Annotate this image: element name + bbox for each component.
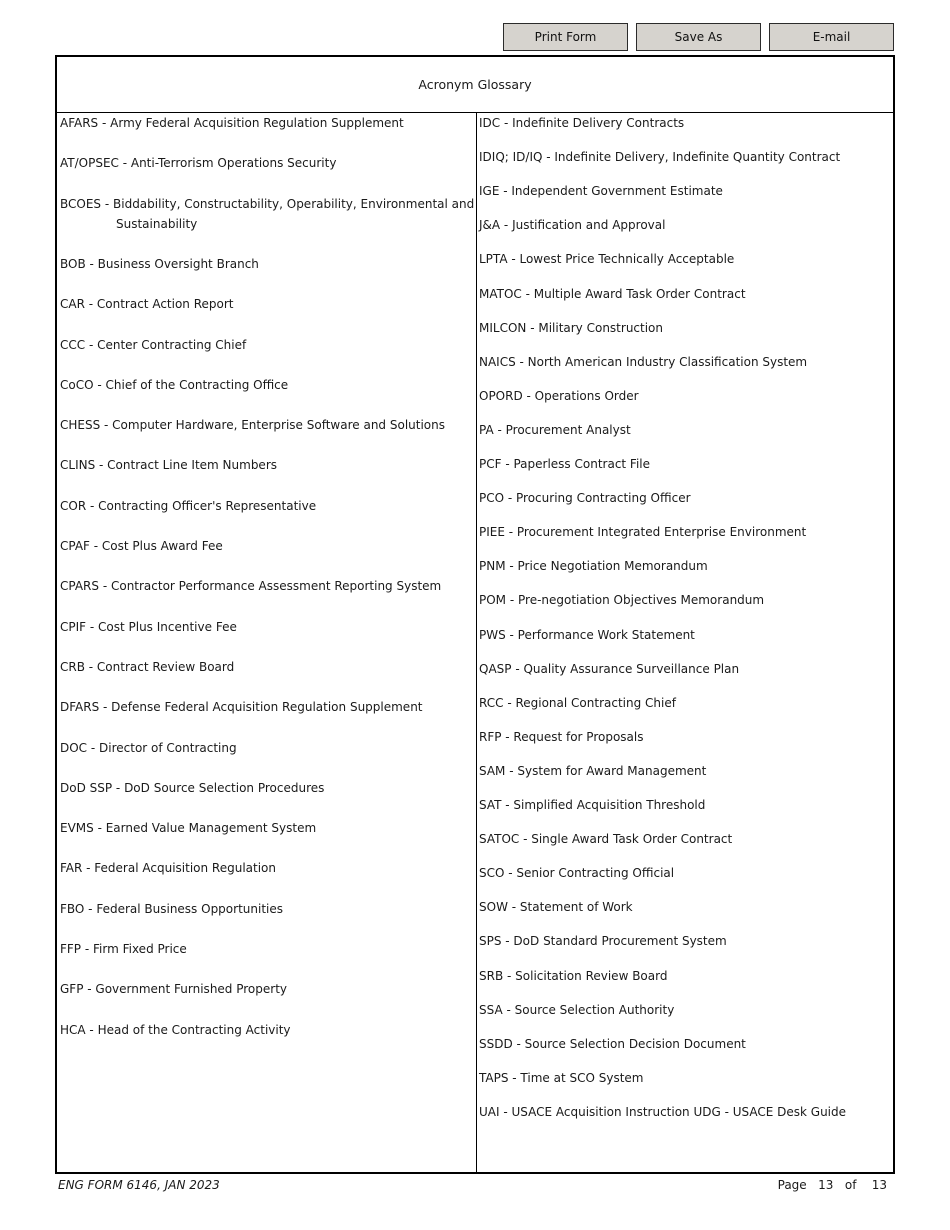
glossary-entry: SRB - Solicitation Review Board: [479, 968, 668, 983]
glossary-entry: IGE - Independent Government Estimate: [479, 184, 723, 199]
glossary-entry: CLINS - Contract Line Item Numbers: [60, 458, 278, 473]
glossary-entry: MATOC - Multiple Award Task Order Contract: [479, 286, 746, 301]
glossary-entry: J&A - Justification and Approval: [479, 218, 666, 233]
page-label: Page: [777, 1178, 807, 1192]
glossary-entry: MILCON - Military Construction: [479, 320, 664, 335]
glossary-entry: NAICS - North American Industry Classification System: [479, 354, 808, 369]
glossary-entry: RFP - Request for Proposals: [479, 729, 644, 744]
glossary-entry: SATOC - Single Award Task Order Contract: [479, 832, 733, 847]
save-as-button[interactable]: Save As: [636, 23, 761, 51]
glossary-entry: PNM - Price Negotiation Memorandum: [479, 559, 708, 574]
glossary-entry: DFARS - Defense Federal Acquisition Regulation Supplement: [60, 700, 423, 715]
page-indicator: [778, 1178, 887, 1192]
glossary-entry: DOC - Director of Contracting: [60, 740, 237, 755]
glossary-entry: QASP - Quality Assurance Surveillance Plan: [479, 661, 740, 676]
glossary-entry: CPIF - Cost Plus Incentive Fee: [60, 619, 237, 634]
glossary-entry: FAR - Federal Acquisition Regulation: [60, 861, 276, 876]
glossary-entry: UAI - USACE Acquisition Instruction UDG - USACE Desk Guide: [479, 1104, 847, 1119]
glossary-entry: PCF - Paperless Contract File: [479, 457, 651, 471]
form-number: ENG FORM 6146, JAN 2023: [58, 1178, 220, 1192]
glossary-entry: SAT - Simplified Acquisition Threshold: [479, 798, 706, 812]
glossary-entry: CHESS - Computer Hardware, Enterprise Software and Solutions: [60, 418, 445, 433]
glossary-entry: SSA - Source Selection Authority: [479, 1002, 675, 1017]
glossary-entry: POM - Pre-negotiation Objectives Memorandum: [479, 593, 765, 608]
glossary-entry: SSDD - Source Selection Decision Document: [479, 1036, 746, 1051]
glossary-entry: GFP - Government Furnished Property: [60, 982, 288, 997]
glossary-entry: LPTA - Lowest Price Technically Acceptable: [479, 252, 735, 267]
glossary-entry: FFP - Firm Fixed Price: [60, 942, 187, 956]
glossary-entry: PWS - Performance Work Statement: [479, 627, 695, 642]
glossary-entry: CAR - Contract Action Report: [60, 297, 234, 312]
glossary-entry: CRB - Contract Review Board: [60, 659, 235, 674]
print-form-button[interactable]: Print Form: [503, 23, 628, 51]
form-toolbar: [503, 23, 894, 51]
email-button[interactable]: E-mail: [769, 23, 894, 51]
glossary-entry: AT/OPSEC - Anti-Terrorism Operations Security: [60, 156, 337, 171]
glossary-entry: PIEE - Procurement Integrated Enterprise Environment: [479, 525, 807, 540]
glossary-entry: SCO - Senior Contracting Official: [479, 866, 675, 881]
glossary-entry: BCOES - Biddability, Constructability, Operability, Environmental and Sustainability: [60, 196, 475, 231]
glossary-entry: IDIQ; ID/IQ - Indefinite Delivery, Indefinite Quantity Contract: [479, 150, 841, 165]
glossary-entry: FBO - Federal Business Opportunities: [60, 901, 284, 916]
column-divider: [476, 112, 477, 1174]
glossary-entry: BOB - Business Oversight Branch: [60, 256, 259, 271]
glossary-entry: PCO - Procuring Contracting Officer: [479, 491, 691, 506]
page-total: 13: [871, 1178, 887, 1192]
glossary-entry: OPORD - Operations Order: [479, 388, 639, 403]
glossary-entry: COR - Contracting Officer's Representative: [60, 498, 317, 513]
glossary-entry: SAM - System for Award Management: [479, 763, 707, 778]
page-title: Acronym Glossary: [57, 57, 893, 113]
glossary-entry: IDC - Indefinite Delivery Contracts: [479, 116, 685, 130]
glossary-entry: HCA - Head of the Contracting Activity: [60, 1022, 291, 1037]
glossary-entry: EVMS - Earned Value Management System: [60, 821, 317, 836]
glossary-entry: RCC - Regional Contracting Chief: [479, 695, 676, 710]
glossary-entry: PA - Procurement Analyst: [479, 422, 631, 437]
page-current: 13: [818, 1178, 834, 1192]
glossary-entry: CoCO - Chief of the Contracting Office: [60, 377, 289, 392]
glossary-entry: CPARS - Contractor Performance Assessment Reporting System: [60, 579, 442, 594]
form-frame: [55, 55, 895, 1174]
glossary-entry: DoD SSP - DoD Source Selection Procedures: [60, 780, 325, 795]
glossary-entry: AFARS - Army Federal Acquisition Regulation Supplement: [60, 116, 404, 130]
glossary-entry: SOW - Statement of Work: [479, 900, 633, 915]
glossary-entry: SPS - DoD Standard Procurement System: [479, 934, 727, 949]
page-of-label: of: [844, 1178, 857, 1192]
glossary-entry: CCC - Center Contracting Chief: [60, 337, 247, 352]
glossary-entry: CPAF - Cost Plus Award Fee: [60, 539, 223, 553]
glossary-entry: TAPS - Time at SCO System: [479, 1070, 644, 1085]
